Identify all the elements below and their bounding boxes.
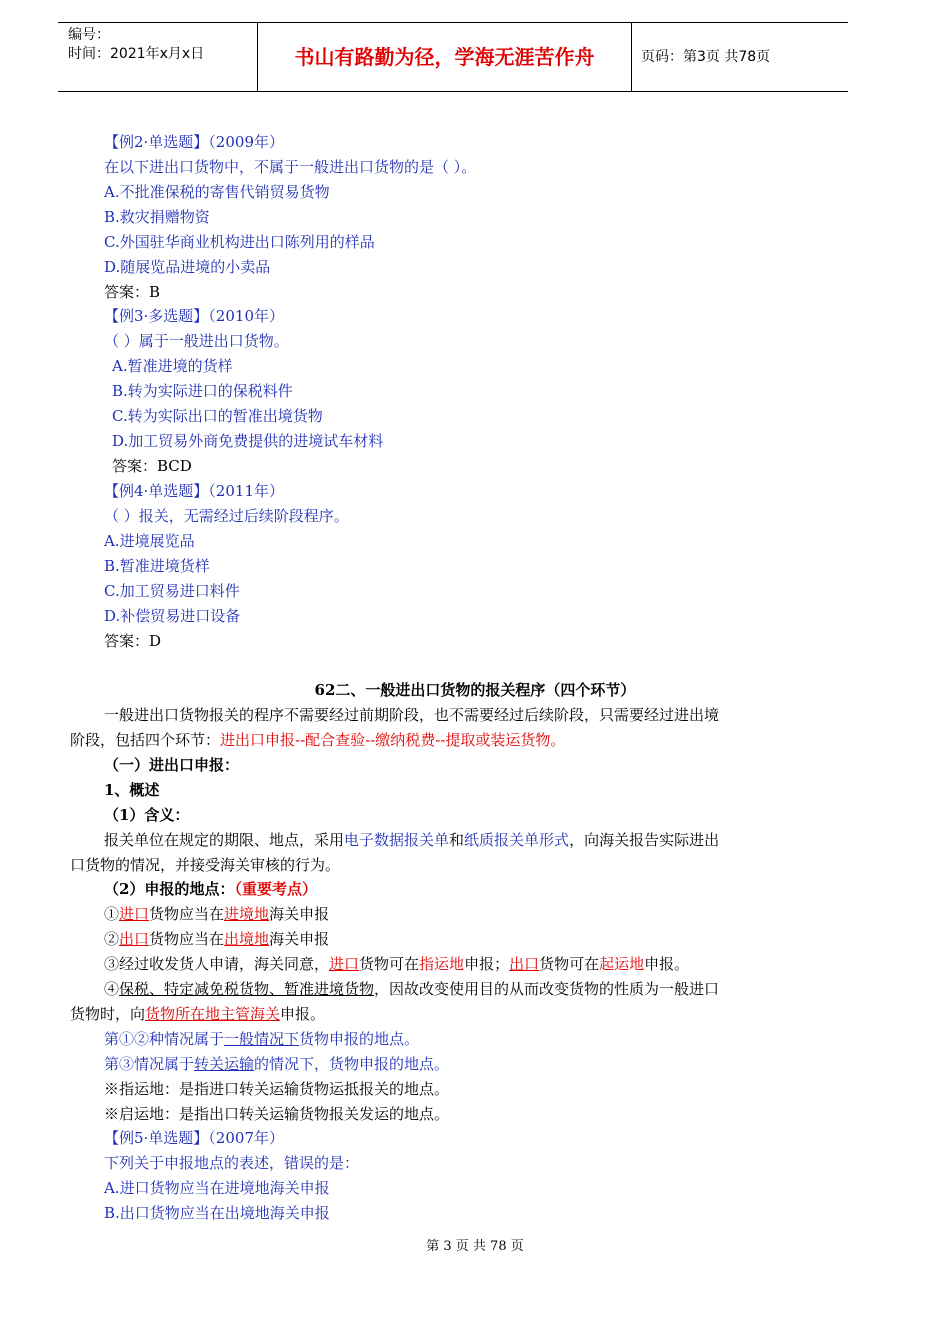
summary-note-1: 第①②种情况属于一般情况下货物申报的地点。 [104, 1030, 420, 1048]
example-2-option-a: A.不批准保税的寄售代销贸易货物 [104, 183, 330, 201]
example-5-title: 【例5·单选题】（2007年） [104, 1129, 284, 1147]
meaning-line-2: 口货物的情况，并接受海关审核的行为。 [70, 856, 341, 874]
example-2-title: 【例2·单选题】（2009年） [104, 133, 284, 151]
example-2-option-c: C.外国驻华商业机构进出口陈列用的样品 [104, 233, 375, 251]
example-3-question: （ ）属于一般进出口货物。 [104, 332, 289, 350]
heading-declaration-place: （2）申报的地点：（重要考点） [104, 880, 317, 898]
page-header [58, 22, 848, 92]
four-steps: 进出口申报--配合查验--缴纳税费--提取或装运货物。 [220, 731, 566, 749]
example-4-title: 【例4·单选题】（2011年） [104, 482, 284, 500]
definition-origin: ※启运地：是指出口转关运输货物报关发运的地点。 [104, 1105, 450, 1123]
place-rule-3: ③经过收发货人申请，海关同意，进口货物可在指运地申报；出口货物可在起运地申报。 [104, 955, 690, 973]
electronic-form-term: 电子数据报关单 [344, 831, 450, 849]
key-point-note: （重要考点） [234, 880, 317, 898]
meaning-line-1: 报关单位在规定的期限、地点，采用电子数据报关单和纸质报关单形式，向海关报告实际进出 [104, 831, 720, 849]
example-2-option-d: D.随展览品进境的小卖品 [104, 258, 271, 276]
example-2-answer: 答案：B [104, 283, 161, 301]
serial-number-label: 编号： [68, 27, 110, 43]
intro-paragraph-line-2: 阶段，包括四个环节：进出口申报--配合查验--缴纳税费--提取或装运货物。 [70, 731, 566, 749]
heading-declaration: （一）进出口申报： [104, 756, 240, 774]
definition-destination: ※指运地：是指进口转关运输货物运抵报关的地点。 [104, 1080, 450, 1098]
example-3-title: 【例3·多选题】（2010年） [104, 307, 284, 325]
intro-paragraph-line-1: 一般进出口货物报关的程序不需要经过前期阶段，也不需要经过后续阶段，只需要经过进出境 [104, 706, 720, 724]
heading-meaning: （1）含义： [104, 806, 190, 824]
section-title: 62二、一般进出口货物的报关程序（四个环节） [314, 681, 636, 699]
example-2-question: 在以下进出口货物中，不属于一般进出口货物的是（ ）。 [104, 158, 477, 176]
example-3-option-c: C.转为实际出口的暂准出境货物 [112, 407, 323, 425]
example-4-answer: 答案：D [104, 632, 162, 650]
header-page-info: 页码：第3页 共78页 [641, 49, 771, 65]
paper-form-term: 纸质报关单形式 [464, 831, 570, 849]
example-5-option-b: B.出口货物应当在出境地海关申报 [104, 1204, 330, 1222]
example-3-option-d: D.加工贸易外商免费提供的进境试车材料 [112, 432, 384, 450]
place-rule-1: ①进口货物应当在进境地海关申报 [104, 905, 330, 923]
heading-overview: 1、概述 [104, 781, 160, 799]
place-rule-2: ②出口货物应当在出境地海关申报 [104, 930, 330, 948]
place-rule-4-line-1: ④保税、特定减免税货物、暂准进境货物，因故改变使用目的从而改变货物的性质为一般进口 [104, 980, 720, 998]
example-5-question: 下列关于申报地点的表述，错误的是： [104, 1154, 360, 1172]
example-4-question: （ ）报关，无需经过后续阶段程序。 [104, 507, 349, 525]
example-2-option-b: B.救灾捐赠物资 [104, 208, 210, 226]
example-3-answer: 答案：BCD [112, 457, 192, 475]
example-3-option-a: A.暂准进境的货样 [112, 357, 233, 375]
example-4-option-d: D.补偿贸易进口设备 [104, 607, 241, 625]
header-motto: 书山有路勤为径，学海无涯苦作舟 [294, 45, 595, 69]
time-label: 时间：2021年x月x日 [68, 46, 205, 62]
header-meta-cell [58, 23, 258, 91]
page-footer: 第 3 页 共 78 页 [426, 1239, 524, 1254]
example-4-option-c: C.加工贸易进口料件 [104, 582, 240, 600]
summary-note-2: 第③情况属于转关运输的情况下，货物申报的地点。 [104, 1055, 450, 1073]
example-4-option-b: B.暂准进境货样 [104, 557, 210, 575]
example-5-option-a: A.进口货物应当在进境地海关申报 [104, 1179, 330, 1197]
place-rule-4-line-2: 货物时，向货物所在地主管海关申报。 [70, 1005, 326, 1023]
example-4-option-a: A.进境展览品 [104, 532, 195, 550]
example-3-option-b: B.转为实际进口的保税料件 [112, 382, 293, 400]
